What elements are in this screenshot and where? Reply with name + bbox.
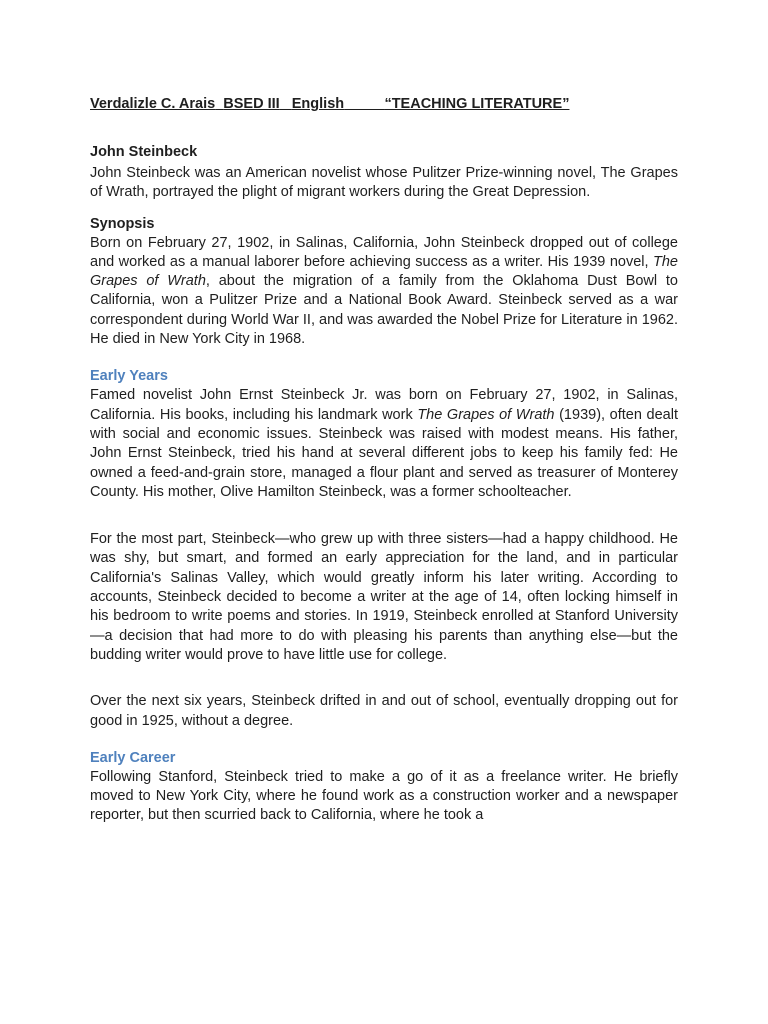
book-title-italic: The Grapes of Wrath bbox=[417, 406, 555, 423]
name-heading: John Steinbeck bbox=[90, 144, 198, 160]
early-years-heading: Early Years bbox=[90, 368, 168, 385]
early-years-text-1: Famed novelist John Ernst Steinbeck Jr. was born on February 27, 1902, in Salinas, California. His books, including his landmark work bbox=[90, 387, 678, 423]
document-header bbox=[90, 95, 678, 113]
synopsis-text-1: Born on February 27, 1902, in Salinas, California, John Steinbeck dropped out of college and worked as a manual laborer before achieving success as a writer. His 1939 novel, bbox=[90, 234, 678, 270]
book-title-italic: The Grapes of Wrath bbox=[90, 253, 678, 290]
subject-name: English bbox=[291, 96, 345, 112]
early-years-paragraph-1 bbox=[90, 386, 678, 502]
author-name: Verdalizle C. Arais bbox=[90, 96, 216, 112]
early-career-paragraph-1: Following Stanford, Steinbeck tried to make a go of it as a freelance writer. He briefly moved to New York City, where he found work as a construction worker and a newspaper reporter, but then scurried back to California, where he took a bbox=[90, 768, 678, 824]
course-name: BSED III bbox=[223, 96, 280, 112]
early-career-heading: Early Career bbox=[90, 749, 176, 766]
intro-paragraph: John Steinbeck was an American novelist whose Pulitzer Prize-winning novel, The Grapes of Wrath, portrayed the plight of migrant workers during the Great Depression. bbox=[90, 165, 678, 201]
synopsis-paragraph bbox=[90, 234, 678, 350]
synopsis-text-2: , about the migration of a family from the Oklahoma Dust Bowl to California, won a Pulitzer Prize and a National Book Award. Steinbeck served as a war correspondent during World War II, and was awarded the Nobel Prize for Literature in 1962. He died in New York City in 1968. bbox=[90, 273, 678, 348]
early-years-text-2: (1939), often dealt with social and economic issues. Steinbeck was raised with modest means. His father, John Ernst Steinbeck, tried his hand at several different jobs to keep his family fed: He owned a feed-and-grain store, managed a flour plant and served as treasurer of Monterey County. His mother, Olive Hamilton Steinbeck, was a former schoolteacher. bbox=[90, 406, 678, 500]
early-years-paragraph-2: For the most part, Steinbeck—who grew up with three sisters—had a happy childhood. He was shy, but smart, and formed an early appreciation for the land, and in particular California's Salinas Valley, which would greatly inform his later writing. According to accounts, Steinbeck decided to become a writer at the age of 14, often locking himself in his bedroom to write poems and stories. In 1919, Steinbeck enrolled at Stanford University—a decision that had more to do with pleasing his parents than anything else—but the budding writer would prove to have little use for college. bbox=[90, 531, 678, 663]
document-title: “TEACHING LITERATURE” bbox=[384, 96, 570, 112]
document-page bbox=[90, 95, 678, 826]
synopsis-heading: Synopsis bbox=[90, 215, 155, 232]
early-years-paragraph-3: Over the next six years, Steinbeck drifted in and out of school, eventually dropping out for good in 1925, without a degree. bbox=[90, 693, 678, 729]
